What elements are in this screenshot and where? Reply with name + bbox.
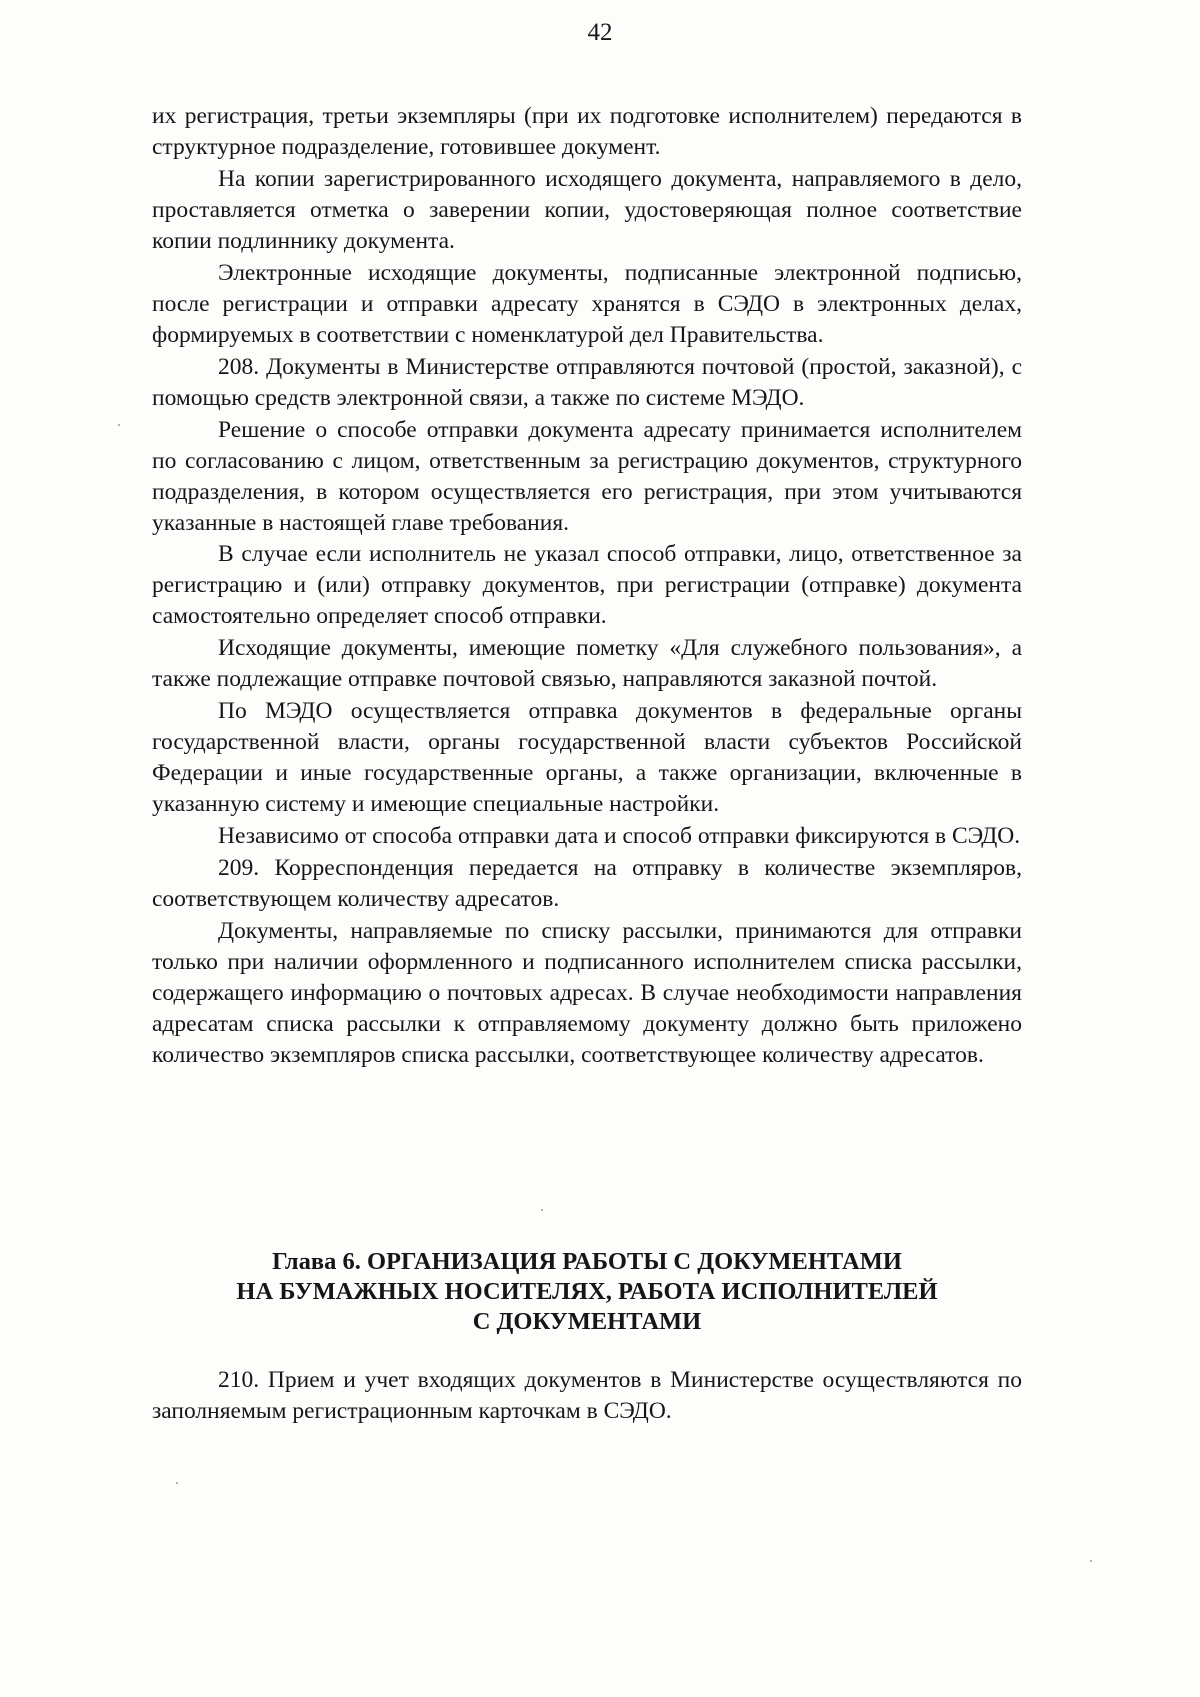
scan-speck	[541, 1209, 543, 1211]
scan-speck	[118, 424, 120, 426]
chapter-heading-line: С ДОКУМЕНТАМИ	[472, 1308, 702, 1335]
clause-209: 209. Корреспонденция передается на отправку в количестве экземпляров, соответствующем количеству адресатов.	[152, 855, 1022, 912]
paragraph-date-recording: Независимо от способа отправки дата и способ отправки фиксируются в СЭДО.	[218, 823, 1021, 849]
document-body-continued	[152, 1365, 1022, 1427]
paragraph-unspecified-method: В случае если исполнитель не указал способ отправки, лицо, ответственное за регистрацию и (или) отправку документов, при регистрации (отправке) документа самостоятельно определяет способ отправки.	[152, 541, 1022, 629]
paragraph-electronic-documents: Электронные исходящие документы, подписанные электронной подписью, после регистрации и отправки адресату хранятся в СЭДО в электронных делах, формируемых в соответствии с номенклатурой дел Правительства.	[152, 260, 1022, 348]
clause-210: 210. Прием и учет входящих документов в Министерстве осуществляются по заполняемым регистрационным карточкам в СЭДО.	[152, 1367, 1022, 1424]
paragraph-continuation: их регистрация, третьи экземпляры (при их подготовке исполнителем) передаются в структурное подразделение, готовившее документ.	[152, 103, 1022, 160]
clause-208: 208. Документы в Министерстве отправляются почтовой (простой, заказной), с помощью средств электронной связи, а также по системе МЭДО.	[152, 354, 1022, 411]
page-number: 42	[587, 19, 613, 46]
document-body	[152, 101, 1022, 1071]
paragraph-restricted-documents: Исходящие документы, имеющие пометку «Для служебного пользования», а также подлежащие отправке почтовой связью, направляются заказной почтой.	[152, 635, 1022, 692]
scan-speck	[176, 1482, 178, 1484]
chapter-heading	[152, 1247, 1022, 1337]
paragraph-medo-sending: По МЭДО осуществляется отправка документов в федеральные органы государственной власти, органы государственной власти субъектов Российской Федерации и иные государственные органы, а также организации, включенные в указанную систему и имеющие специальные настройки.	[152, 698, 1022, 817]
chapter-heading-line: НА БУМАЖНЫХ НОСИТЕЛЯХ, РАБОТА ИСПОЛНИТЕЛЕЙ	[236, 1278, 938, 1305]
paragraph-mailing-list: Документы, направляемые по списку рассылки, принимаются для отправки только при наличии оформленного и подписанного исполнителем списка рассылки, содержащего информацию о почтовых адресах. В случае необходимости направления адресатам списка рассылки к отправляемому документу должно быть приложено количество экземпляров списка рассылки, соответствующее количеству адресатов.	[152, 918, 1022, 1068]
paragraph-sending-method-decision: Решение о способе отправки документа адресату принимается исполнителем по согласованию с лицом, ответственным за регистрацию документов, структурного подразделения, в котором осуществляется его регистрация, при этом учитываются указанные в настоящей главе требования.	[152, 417, 1022, 536]
paragraph-copy-certification: На копии зарегистрированного исходящего документа, направляемого в дело, проставляется отметка о заверении копии, удостоверяющая полное соответствие копии подлиннику документа.	[152, 166, 1022, 254]
chapter-heading-line: Глава 6. ОРГАНИЗАЦИЯ РАБОТЫ С ДОКУМЕНТАМИ	[272, 1248, 902, 1275]
scan-speck	[1090, 1560, 1092, 1562]
